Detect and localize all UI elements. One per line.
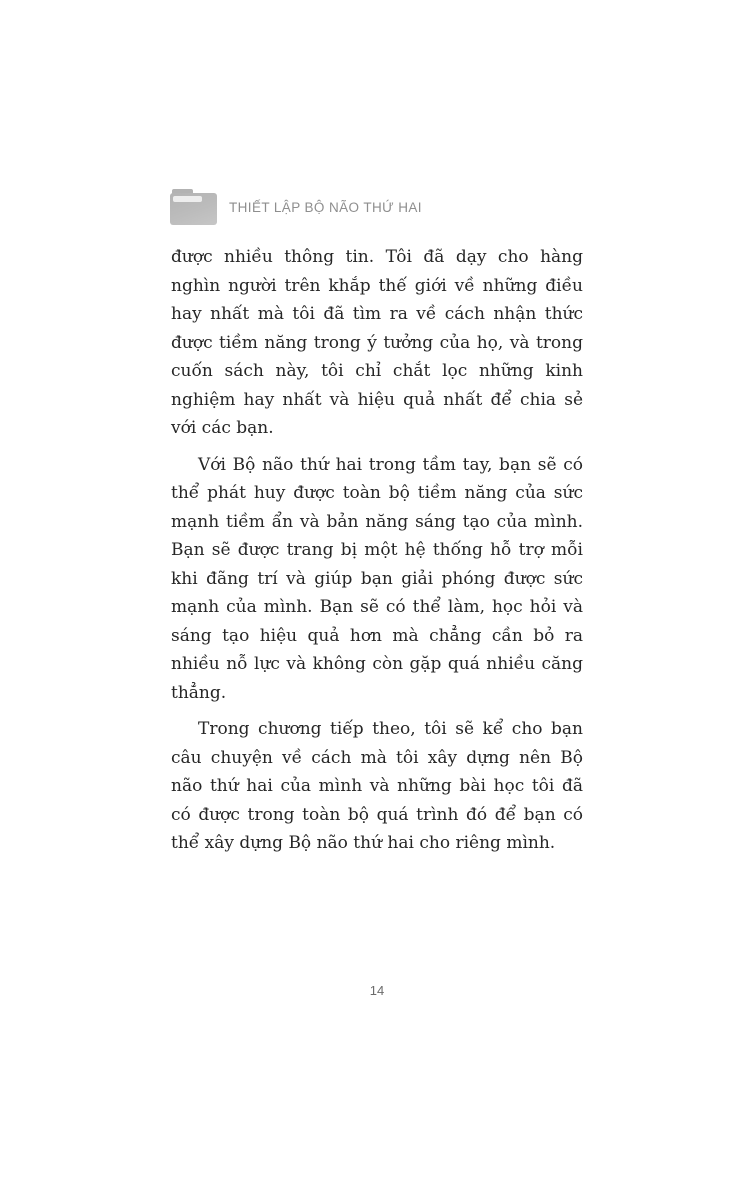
- paragraph-1: được nhiều thông tin. Tôi đã dạy cho hàng nghìn người trên khắp thế giới về những điều hay nhất mà tôi đã tìm ra về cách nhận thức được tiềm năng trong ý tưởng của họ, và trong cuốn sách này, tôi chỉ chắt lọc những kinh nghiệm hay nhất và hiệu quả nhất để chia sẻ với các bạn.: [171, 247, 583, 438]
- page-number: 14: [369, 983, 385, 998]
- chapter-header: [170, 189, 422, 225]
- paragraph-3: Trong chương tiếp theo, tôi sẽ kể cho bạn câu chuyện về cách mà tôi xây dựng nên Bộ não thứ hai của mình và những bài học tôi đã có được trong toàn bộ quá trình đó để bạn có thể xây dựng Bộ não thứ hai cho riêng mình.: [171, 719, 583, 853]
- paragraph-2: Với Bộ não thứ hai trong tầm tay, bạn sẽ có thể phát huy được toàn bộ tiềm năng của sức mạnh tiềm ẩn và bản năng sáng tạo của mình. Bạn sẽ được trang bị một hệ thống hỗ trợ mỗi khi đãng trí và giúp bạn giải phóng được sức mạnh của mình. Bạn sẽ có thể làm, học hỏi và sáng tạo hiệu quả hơn mà chẳng cần bỏ ra nhiều nỗ lực và không còn gặp quá nhiều căng thẳng.: [171, 454, 583, 703]
- folder-icon-stripe: [173, 196, 202, 202]
- folder-icon: [170, 189, 217, 225]
- chapter-title: THIẾT LẬP BỘ NÃO THỨ HAI: [229, 199, 422, 215]
- page-body: [171, 243, 583, 858]
